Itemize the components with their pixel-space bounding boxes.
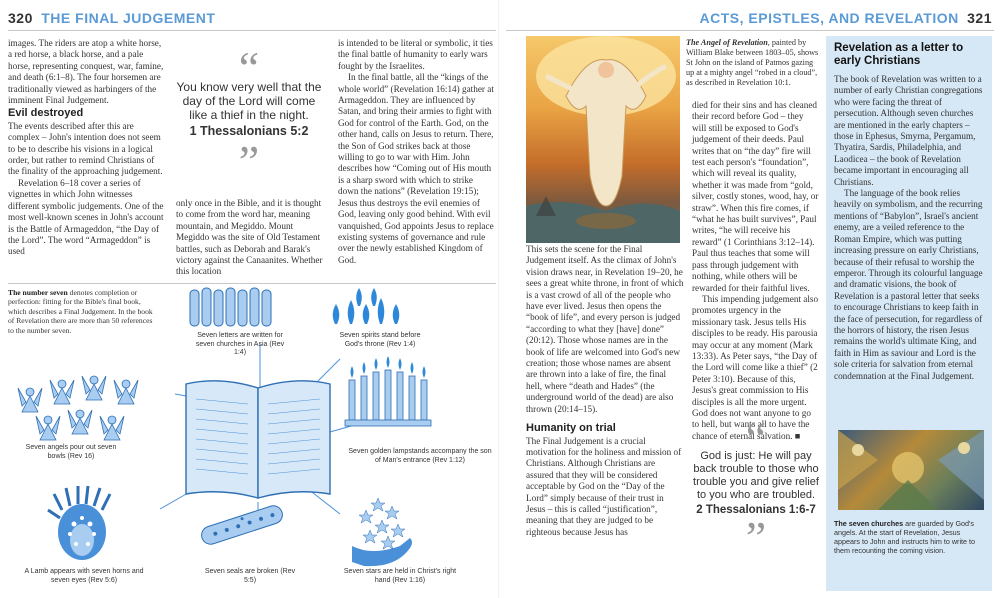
sidebar-title: Revelation as a letter to early Christians: [834, 42, 964, 67]
caption-spirits: Seven spirits stand before God's throne (Rev 1:4): [339, 332, 421, 348]
painting-caption-text: , painted by William Blake between 1803–05, shows St John on the island of Patmos gazing up at a mighty angel “robed in a cloud”, as described in Revelation 10:1.: [686, 38, 819, 87]
sidebar-box: [826, 36, 992, 591]
angels-icon: [18, 376, 138, 440]
right-page-number: 321: [967, 10, 992, 26]
left-col2-paragraph: only once in the Bible, and it is thought to come from the word har, meaning mountain, and Megiddo. Mount Megiddo was the site of Old Testament battles, such as Deborah and Barak's victory against the Canaanites. Whether this location: [176, 198, 323, 277]
left-column-3: [338, 38, 494, 266]
left-column-1: [8, 38, 164, 258]
caption-stars: Seven stars are held in Christ's right hand (Rev 1:16): [343, 568, 457, 584]
left-col3-paragraph-1: is intended to be literal or symbolic, it ties the final battle of humanity to early wars fought by the Israelites.: [338, 38, 493, 71]
lamb-icon: [48, 486, 110, 560]
seven-churches-image: [838, 430, 984, 510]
right-col2-paragraph-2: This impending judgement also promotes urgency in the missionary task. Jesus tells His disciples to be ready. His parousia may occur at any moment (Mark 13:33). As Peter says, “the Day of the Lord will come like a thief” (2 Peter 3:10). Because of this, Jesus's great commission to His disciples is all the more urgent. God does not want anyone to go to hell, but wants all to have the chance of eternal salvation. ■: [692, 293, 819, 441]
open-book-icon: [186, 381, 330, 498]
right-column-2: [692, 100, 820, 442]
right-quote-text: God is just: He will pay back trouble to those who trouble you and give relief to you who are troubled.: [693, 450, 819, 501]
right-running-head: [700, 10, 993, 26]
left-col1-paragraph-2: Revelation 6–18 cover a series of vignettes in which John witnesses different symbolic judgements. One of the most well-known scenes in John's account is the Battle of Armageddon, “the Day of the Lord”. The word “Armageddon” is used: [8, 177, 164, 257]
left-pull-quote: [176, 42, 322, 187]
sidebar-image-caption-bold: The seven churches: [834, 519, 904, 528]
caption-lamb: A Lamb appears with seven horns and seven eyes (Rev 5:6): [24, 568, 144, 584]
painting-caption-title: The Angel of Revelation: [686, 38, 768, 47]
left-quote-text: You know very well that the day of the Lord will come like a thief in the night.: [176, 80, 322, 122]
stars-hand-icon: [352, 498, 412, 566]
infographic-intro-bold: The number seven: [8, 288, 68, 297]
angel-of-revelation-painting: [526, 36, 680, 243]
caption-lampstands: Seven golden lampstands accompany the son of Man's entrance (Rev 1:12): [348, 448, 492, 464]
sidebar-image-caption: [834, 519, 984, 555]
caption-letters: Seven letters are written for seven churches in Asia (Rev 1:4): [195, 332, 285, 357]
left-subheading-evil-destroyed: Evil destroyed: [8, 107, 84, 120]
letters-scroll-icon: [190, 288, 271, 326]
left-page-number: 320: [8, 10, 33, 26]
right-page: [500, 0, 1000, 598]
right-close-quote-mark-icon: ”: [745, 512, 767, 563]
open-quote-mark-icon: “: [238, 42, 260, 93]
spirits-flame-icon: [333, 288, 400, 324]
right-quote-source: 2 Thessalonians 1:6-7: [696, 504, 816, 516]
right-col2-paragraph-1: died for their sins and has cleaned their record before God – they will still be exposed to God's judgement of their deeds. Paul writes that on “the day” fire will test each person's “foundation”, which will reveal its quality, whether it was made from “gold, silver, costly stones, wood, hay, or straw”. When this fire comes, if “what he has built survives”, Paul writes, “he will receive his reward” (1 Corinthians 3:12–14). Paul thus teaches that some will pass through judgement with nothing, while others will be rewarded for their faithful lives.: [692, 100, 819, 293]
left-col1-paragraph-1: The events described after this are complex – John's intention does not seem to be to describe his visions in a logical order, but rather to remind Christians of the finality of the approaching judgement.: [8, 120, 163, 177]
sidebar-paragraph-2: The language of the book relies heavily on symbolism, and the recurring mentions of “Babylon”, Israel's ancient enemy, are a veiled reference to the Roman Empire, which was putting increasing pressure on early Christians, because of their refusal to worship the emperor. Through its colourful language and dramatic visions, the book of Revelation is a pastoral letter that seeks to encourage Christians to keep faith in the face of persecution, for regardless of the horrors of history, the risen Jesus remains the world's ultimate King, and faith in Him as saviour and Lord is the sole criteria for salvation from eternal condemnation at the Final Judgement.: [834, 188, 983, 381]
right-pull-quote: [692, 412, 820, 563]
right-subheading-humanity-on-trial: Humanity on trial: [526, 422, 616, 435]
sidebar-paragraph-1: The book of Revelation was written to a number of early Christian congregations who were facing the threat of persecution. Although seven churches are mentioned in the early chapters – those in Ephesus, Smyrna, Pergamum, Thyatira, Sardis, Philadelphia, and Laodicea – the book of Revelation became important in encouraging all Christians.: [834, 74, 983, 187]
left-header-rule: [8, 30, 496, 31]
left-column-2: [176, 198, 326, 278]
painting-caption: [686, 38, 822, 88]
left-col1-intro: images. The riders are atop a white horse, a red horse, a black horse, and a pale horse, representing conquest, war, famine, and death (6:1–8). The four horsemen are traditionally viewed as harbingers of the imminent Final Judgement.: [8, 38, 164, 106]
close-quote-mark-icon: ”: [238, 136, 260, 187]
right-running-head-title: ACTS, EPISTLES, AND REVELATION: [699, 10, 959, 26]
right-col1-paragraph-2: The Final Judgement is a crucial motivation for the holiness and mission of Christians. Although Christians are assured that they will be considered acceptable by God on the “Day of the Lord” simply because of their trust in Jesus – this is called “justification”, meaning that they are judged to be righteous because Jesus has: [526, 435, 682, 537]
caption-angels: Seven angels pour out seven bowls (Rev 16): [25, 444, 117, 460]
right-header-rule: [506, 30, 994, 31]
caption-seals: Seven seals are broken (Rev 5:5): [204, 568, 296, 584]
lampstands-icon: [345, 356, 431, 426]
infographic-intro-text: denotes completion or perfection: fitting for the Bible's final book, which describes a Final Judgement. In the book of Revelation there are more than 50 references to the number seven.: [8, 288, 153, 335]
seals-scroll-icon: [199, 503, 284, 546]
sidebar-image-caption-text: are guarded by God's angels. At the start of Revelation, Jesus appears to John and instructs him to write to them recounting the coming vision.: [834, 519, 976, 555]
right-column-1: [526, 244, 684, 538]
left-running-head: [8, 10, 215, 26]
sidebar-body: [834, 74, 984, 382]
right-open-quote-mark-icon: “: [745, 412, 767, 463]
left-running-head-title: THE FINAL JUDGEMENT: [41, 10, 216, 26]
left-col3-paragraph-2: In the final battle, all the “kings of the whole world” (Revelation 16:14) gather at Armageddon. They are influenced by Satan, and bring their armies to fight with God for control of the Earth. God, on the other hand, calls on Jesus to return. There, the Son of God strikes back at those willing to go to war with Him. John describes how “Coming out of His mouth is a sharp sword with which to strike down the nations” (Revelation 19:15); Jesus thus destroys the evil enemies of God, leaving only good behind. With evil vanquished, God appoints Jesus to replace existing systems of governance and rule over the newly established Kingdom of God.: [338, 72, 494, 265]
left-quote-source: 1 Thessalonians 5:2: [189, 124, 309, 138]
right-col1-paragraph-1: This sets the scene for the Final Judgement itself. As the climax of John's vision draws near, in Revelation 19–20, he sees a great white throne, in front of which is a vast crowd of all of the people who have ever lived. Jesus then opens the “book of life”, and every person is judged “according to what they [have] done” (20:12). Those whose names are in the book of life are welcomed into God's new creation; those whose names are absent are thrown into a lake of fire, the final hell, where “death and Hades” (the underground world of the dead) are also thrown (20:14–15).: [526, 244, 684, 414]
